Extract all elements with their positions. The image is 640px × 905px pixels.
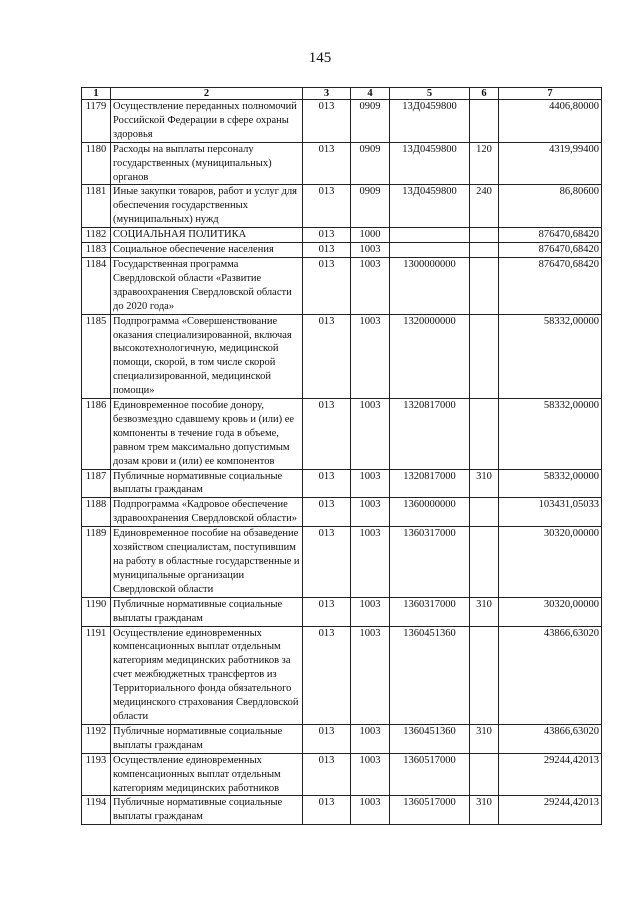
row-expense-type [470, 527, 499, 598]
row-number: 1184 [82, 257, 111, 314]
header-cell: 4 [351, 88, 390, 100]
table-row [82, 753, 602, 796]
row-number: 1181 [82, 185, 111, 228]
row-target-code: 1300000000 [390, 257, 470, 314]
row-amount: 30320,00000 [499, 597, 602, 626]
row-name: Публичные нормативные социальные выплаты гражданам [111, 724, 303, 753]
row-target-code: 1320000000 [390, 314, 470, 398]
row-number: 1179 [82, 100, 111, 143]
table-row [82, 399, 602, 470]
row-target-code: 1360451360 [390, 724, 470, 753]
row-amount: 29244,42013 [499, 753, 602, 796]
row-section-code: 1003 [351, 257, 390, 314]
row-expense-type: 120 [470, 142, 499, 185]
row-admin-code: 013 [303, 724, 351, 753]
row-amount: 43866,63020 [499, 724, 602, 753]
row-admin-code: 013 [303, 243, 351, 258]
row-admin-code: 013 [303, 469, 351, 498]
row-number: 1191 [82, 626, 111, 724]
row-section-code: 0909 [351, 100, 390, 143]
row-name: Государственная программа Свердловской области «Развитие здравоохранения Свердловской области до 2020 года» [111, 257, 303, 314]
table-row [82, 527, 602, 598]
row-section-code: 0909 [351, 142, 390, 185]
row-amount: 58332,00000 [499, 314, 602, 398]
row-admin-code: 013 [303, 399, 351, 470]
row-section-code: 1000 [351, 228, 390, 243]
table-row [82, 100, 602, 143]
table-row [82, 796, 602, 825]
row-name: Осуществление единовременных компенсационных выплат отдельным категориям медицинских работников за счет межбюджетных трансфертов из Территориального фонда обязательного медицинского страхования Свердловской области [111, 626, 303, 724]
row-number: 1188 [82, 498, 111, 527]
table-row [82, 142, 602, 185]
row-expense-type [470, 314, 499, 398]
row-target-code: 13Д0459800 [390, 100, 470, 143]
row-name: Осуществление единовременных компенсационных выплат отдельным категориям медицинских работников [111, 753, 303, 796]
header-cell: 3 [303, 88, 351, 100]
table-row [82, 257, 602, 314]
row-number: 1182 [82, 228, 111, 243]
row-expense-type [470, 257, 499, 314]
row-expense-type: 310 [470, 796, 499, 825]
row-expense-type [470, 243, 499, 258]
row-admin-code: 013 [303, 185, 351, 228]
row-name: Подпрограмма «Совершенствование оказания специализированной, включая высокотехнологичную, медицинской помощи, скорой, в том числе скорой специализированной, медицинской помощи» [111, 314, 303, 398]
row-target-code [390, 228, 470, 243]
table-row [82, 724, 602, 753]
row-expense-type [470, 228, 499, 243]
row-admin-code: 013 [303, 753, 351, 796]
row-target-code: 1360517000 [390, 796, 470, 825]
row-section-code: 1003 [351, 724, 390, 753]
row-number: 1185 [82, 314, 111, 398]
row-amount: 58332,00000 [499, 399, 602, 470]
table-row [82, 314, 602, 398]
row-expense-type: 310 [470, 597, 499, 626]
table-row [82, 597, 602, 626]
row-name: Подпрограмма «Кадровое обеспечение здравоохранения Свердловской области» [111, 498, 303, 527]
table-row [82, 498, 602, 527]
row-expense-type [470, 753, 499, 796]
row-section-code: 1003 [351, 796, 390, 825]
row-amount: 30320,00000 [499, 527, 602, 598]
row-amount: 4406,80000 [499, 100, 602, 143]
row-number: 1190 [82, 597, 111, 626]
row-expense-type: 310 [470, 724, 499, 753]
header-row [82, 88, 602, 100]
row-number: 1187 [82, 469, 111, 498]
budget-table [81, 87, 602, 825]
row-name: СОЦИАЛЬНАЯ ПОЛИТИКА [111, 228, 303, 243]
table-row [82, 185, 602, 228]
header-cell: 2 [111, 88, 303, 100]
row-section-code: 1003 [351, 314, 390, 398]
row-section-code: 1003 [351, 626, 390, 724]
row-name: Публичные нормативные социальные выплаты гражданам [111, 597, 303, 626]
table-row [82, 228, 602, 243]
table-body [82, 100, 602, 825]
row-target-code: 1320817000 [390, 399, 470, 470]
row-admin-code: 013 [303, 257, 351, 314]
row-amount: 103431,05033 [499, 498, 602, 527]
row-target-code: 1360451360 [390, 626, 470, 724]
page-number: 145 [308, 50, 332, 66]
row-admin-code: 013 [303, 228, 351, 243]
row-name: Единовременное пособие донору, безвозмездно сдавшему кровь и (или) ее компоненты в течение года в объеме, равном трем максимально допустимым дозам крови и (или) ее компонентов [111, 399, 303, 470]
row-section-code: 1003 [351, 527, 390, 598]
row-admin-code: 013 [303, 100, 351, 143]
row-name: Социальное обеспечение населения [111, 243, 303, 258]
row-number: 1193 [82, 753, 111, 796]
row-target-code [390, 243, 470, 258]
row-admin-code: 013 [303, 498, 351, 527]
row-number: 1192 [82, 724, 111, 753]
row-name: Публичные нормативные социальные выплаты гражданам [111, 469, 303, 498]
row-amount: 86,80600 [499, 185, 602, 228]
table-row [82, 243, 602, 258]
row-target-code: 1360517000 [390, 753, 470, 796]
row-amount: 4319,99400 [499, 142, 602, 185]
header-cell: 1 [82, 88, 111, 100]
row-amount: 29244,42013 [499, 796, 602, 825]
row-name: Расходы на выплаты персоналу государственных (муниципальных) органов [111, 142, 303, 185]
row-section-code: 1003 [351, 597, 390, 626]
header-cell: 7 [499, 88, 602, 100]
row-expense-type [470, 100, 499, 143]
row-expense-type [470, 498, 499, 527]
table-row [82, 469, 602, 498]
row-section-code: 1003 [351, 243, 390, 258]
row-expense-type [470, 626, 499, 724]
row-amount: 43866,63020 [499, 626, 602, 724]
row-section-code: 1003 [351, 469, 390, 498]
row-amount: 876470,68420 [499, 243, 602, 258]
row-target-code: 13Д0459800 [390, 142, 470, 185]
row-amount: 58332,00000 [499, 469, 602, 498]
row-target-code: 13Д0459800 [390, 185, 470, 228]
row-admin-code: 013 [303, 597, 351, 626]
row-target-code: 1320817000 [390, 469, 470, 498]
row-section-code: 1003 [351, 399, 390, 470]
header-cell: 6 [470, 88, 499, 100]
row-target-code: 1360000000 [390, 498, 470, 527]
row-amount: 876470,68420 [499, 228, 602, 243]
row-amount: 876470,68420 [499, 257, 602, 314]
row-name: Публичные нормативные социальные выплаты гражданам [111, 796, 303, 825]
row-target-code: 1360317000 [390, 597, 470, 626]
row-number: 1180 [82, 142, 111, 185]
row-admin-code: 013 [303, 796, 351, 825]
row-number: 1194 [82, 796, 111, 825]
row-admin-code: 013 [303, 142, 351, 185]
row-number: 1189 [82, 527, 111, 598]
row-expense-type [470, 399, 499, 470]
row-expense-type: 240 [470, 185, 499, 228]
header-cell: 5 [390, 88, 470, 100]
row-section-code: 0909 [351, 185, 390, 228]
row-number: 1186 [82, 399, 111, 470]
row-admin-code: 013 [303, 314, 351, 398]
row-name: Осуществление переданных полномочий Российской Федерации в сфере охраны здоровья [111, 100, 303, 143]
row-section-code: 1003 [351, 498, 390, 527]
row-section-code: 1003 [351, 753, 390, 796]
row-name: Единовременное пособие на обзаведение хозяйством специалистам, поступившим на работу в областные государственные и муниципальные организации Свердловской области [111, 527, 303, 598]
table-row [82, 626, 602, 724]
row-number: 1183 [82, 243, 111, 258]
row-name: Иные закупки товаров, работ и услуг для обеспечения государственных (муниципальных) нужд [111, 185, 303, 228]
row-target-code: 1360317000 [390, 527, 470, 598]
row-admin-code: 013 [303, 626, 351, 724]
row-admin-code: 013 [303, 527, 351, 598]
row-expense-type: 310 [470, 469, 499, 498]
